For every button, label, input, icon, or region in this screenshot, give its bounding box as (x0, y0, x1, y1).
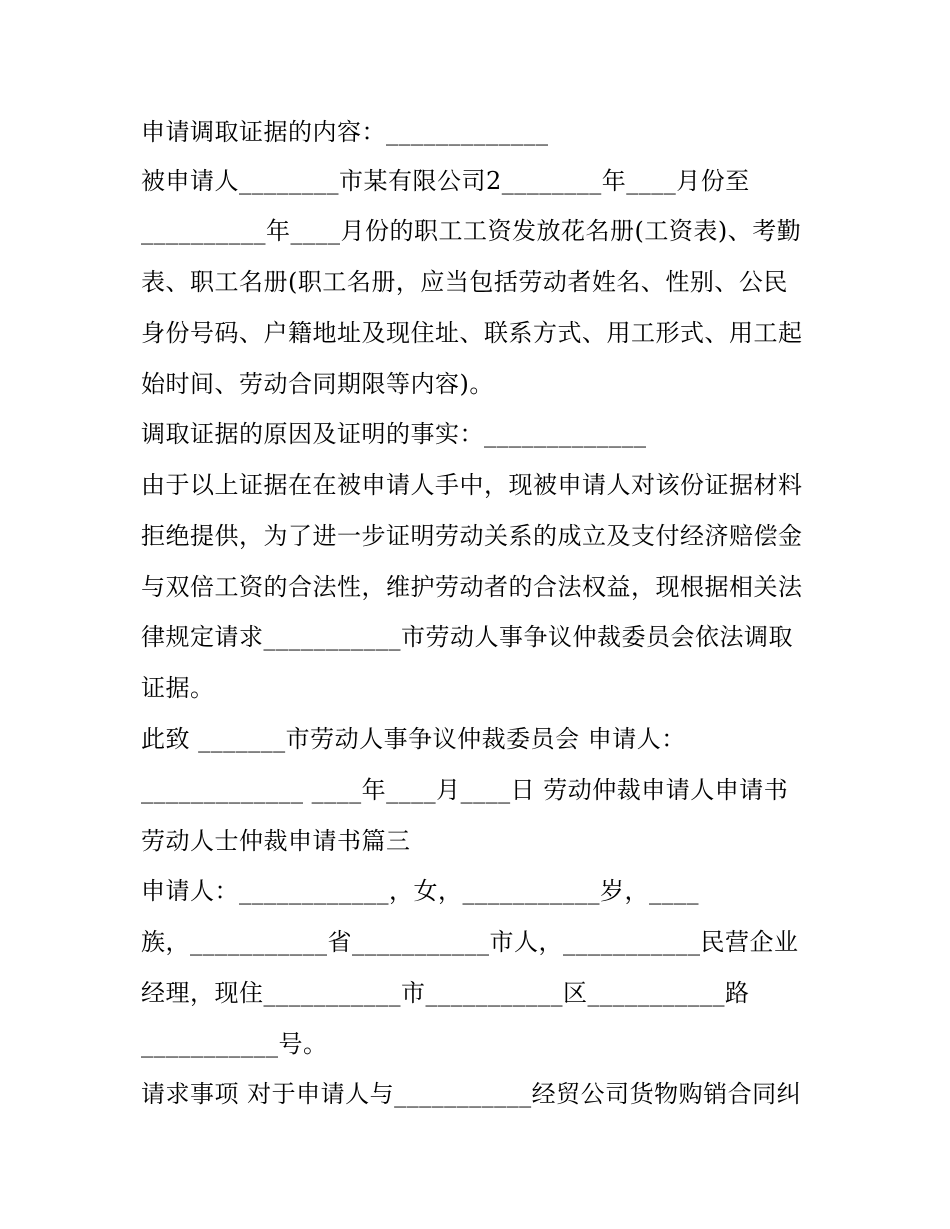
text-line: 始时间、劳动合同期限等内容)。 (141, 370, 494, 398)
text-line: __________年____月份的职工工资发放花名册(工资表)、考勤 (141, 217, 802, 245)
text-line: 经理，现住___________市___________区___________路 (141, 979, 750, 1007)
text-line: 族，___________省___________市人，___________民营企业 (141, 928, 799, 956)
text-line: 申请人：____________，女，___________岁，____ (141, 877, 699, 905)
text-line: 律规定请求___________市劳动人事争议仲裁委员会依法调取 (141, 623, 793, 651)
text-line: 身份号码、户籍地址及现住址、联系方式、用工形式、用工起 (141, 319, 803, 347)
text-line: 申请调取证据的内容：_____________ (141, 118, 549, 146)
text-line: 与双倍工资的合法性，维护劳动者的合法权益，现根据相关法 (141, 573, 803, 601)
text-line: ___________号。 (141, 1030, 328, 1058)
text-line: 被申请人________市某有限公司2________年____月份至 (141, 167, 750, 195)
text-line: 请求事项 对于申请人与___________经贸公司货物购销合同纠 (141, 1080, 802, 1108)
text-line: 调取证据的原因及证明的事实：_____________ (141, 420, 647, 448)
text-line: 由于以上证据在在被申请人手中，现被申请人对该份证据材料 (141, 471, 803, 499)
text-line: _____________ ____年____月____日 劳动仲裁申请人申请书 (141, 776, 789, 804)
section-heading: 劳动人士仲裁申请书篇三 (141, 827, 411, 855)
text-line: 证据。 (141, 674, 215, 702)
text-line: 此致 _______市劳动人事争议仲裁委员会 申请人： (141, 725, 686, 753)
text-line: 拒绝提供，为了进一步证明劳动关系的成立及支付经济赔偿金 (141, 522, 803, 550)
text-line: 表、职工名册(职工名册，应当包括劳动者姓名、性别、公民 (141, 268, 788, 296)
